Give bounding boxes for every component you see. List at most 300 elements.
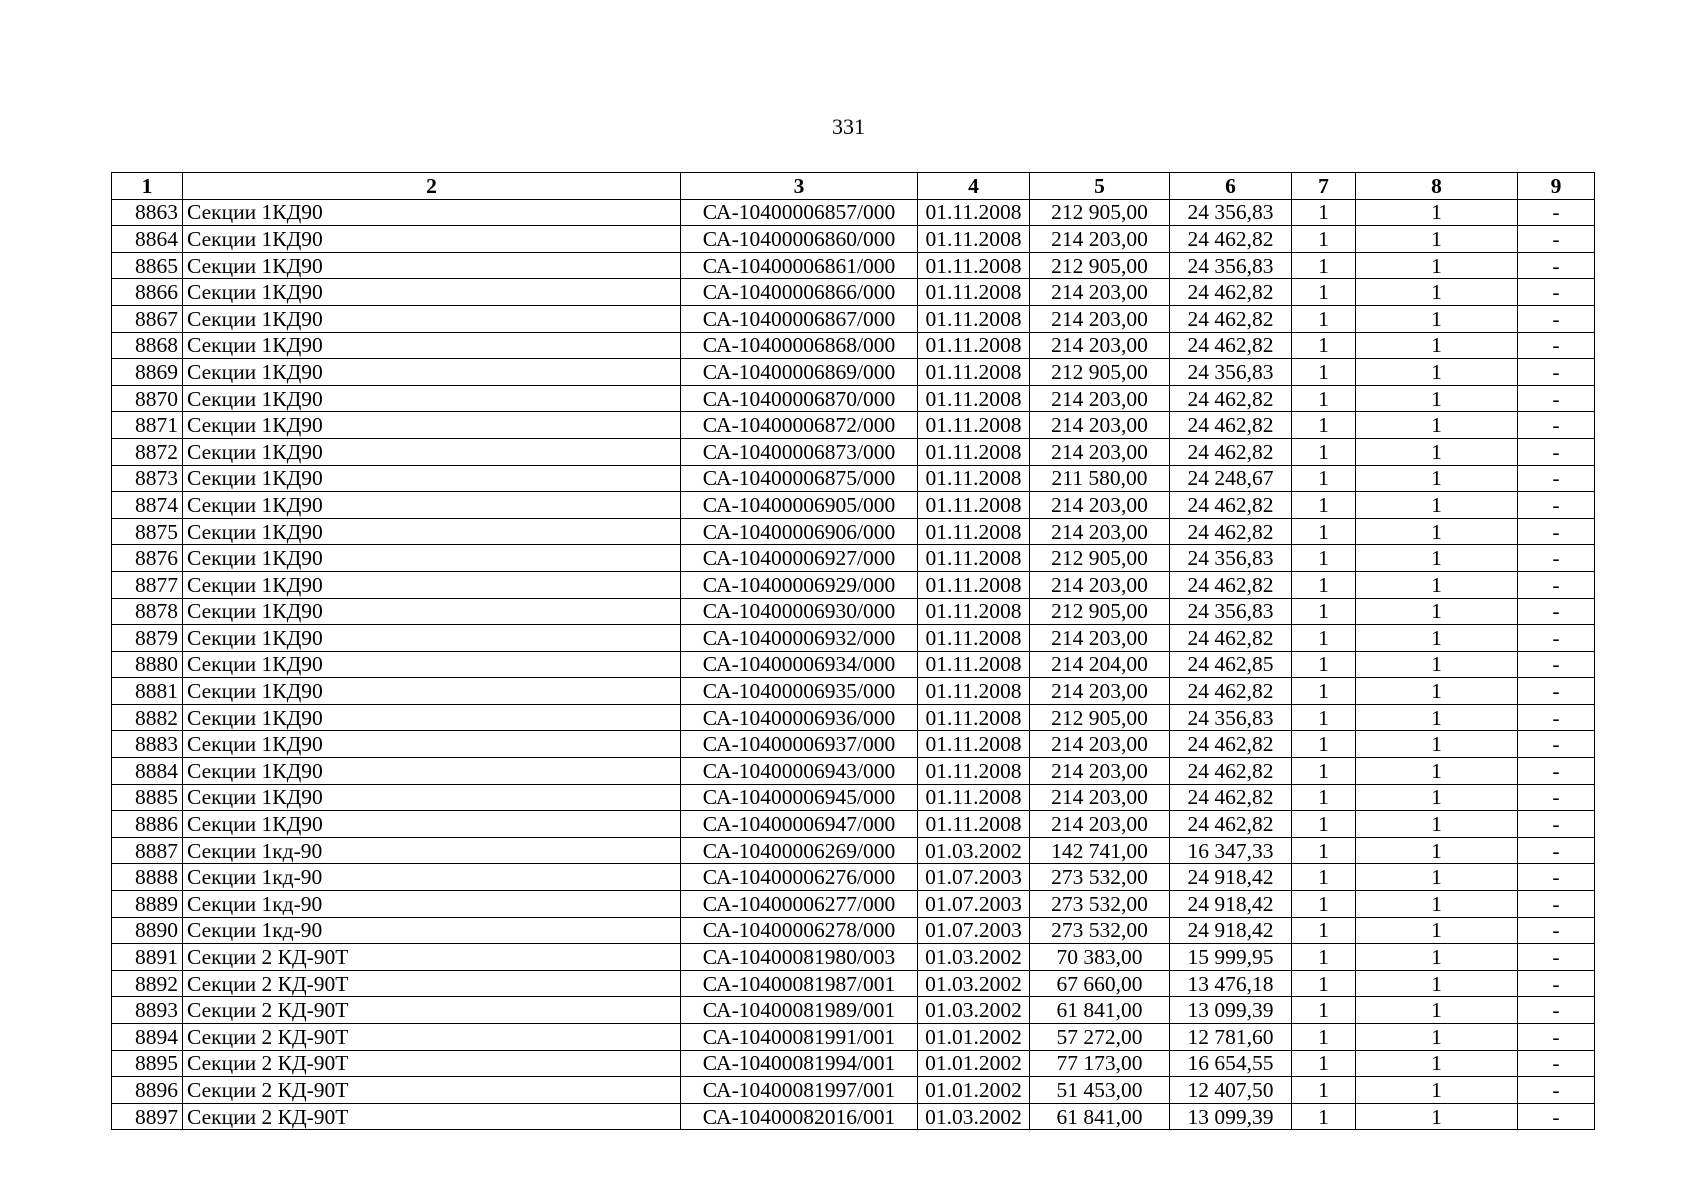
table-row — [112, 944, 1595, 971]
table-cell-col-3: СА-10400006269/000 — [681, 837, 918, 864]
table-cell-col-2: Секции 1КД90 — [183, 279, 681, 306]
table-cell-col-7: 1 — [1292, 1050, 1356, 1077]
table-row — [112, 1050, 1595, 1077]
table-cell-col-8: 1 — [1356, 651, 1518, 678]
table-cell-col-8: 1 — [1356, 279, 1518, 306]
table-cell-col-6: 24 462,82 — [1170, 412, 1292, 439]
table-cell-col-4: 01.11.2008 — [918, 279, 1030, 306]
table-cell-col-9: - — [1518, 279, 1595, 306]
table-cell-col-7: 1 — [1292, 625, 1356, 652]
table-cell-col-8: 1 — [1356, 970, 1518, 997]
table-cell-col-6: 24 462,82 — [1170, 731, 1292, 758]
column-header-5: 5 — [1030, 173, 1170, 200]
column-header-3: 3 — [681, 173, 918, 200]
table-cell-col-6: 24 462,82 — [1170, 518, 1292, 545]
table-cell-col-7: 1 — [1292, 279, 1356, 306]
table-cell-col-2: Секции 1КД90 — [183, 784, 681, 811]
table-row — [112, 864, 1595, 891]
table-cell-col-5: 214 203,00 — [1030, 571, 1170, 598]
table-cell-col-5: 214 203,00 — [1030, 438, 1170, 465]
table-cell-col-4: 01.11.2008 — [918, 438, 1030, 465]
table-cell-col-6: 24 462,82 — [1170, 492, 1292, 519]
table-cell-col-4: 01.01.2002 — [918, 1050, 1030, 1077]
table-cell-col-1: 8880 — [112, 651, 183, 678]
table-cell-col-6: 13 099,39 — [1170, 1103, 1292, 1130]
table-row — [112, 518, 1595, 545]
table-cell-col-1: 8871 — [112, 412, 183, 439]
table-cell-col-4: 01.03.2002 — [918, 997, 1030, 1024]
table-cell-col-2: Секции 1кд-90 — [183, 891, 681, 918]
table-cell-col-7: 1 — [1292, 997, 1356, 1024]
table-cell-col-4: 01.11.2008 — [918, 625, 1030, 652]
table-cell-col-2: Секции 1КД90 — [183, 571, 681, 598]
table-cell-col-1: 8884 — [112, 758, 183, 785]
table-cell-col-1: 8896 — [112, 1077, 183, 1104]
table-cell-col-5: 70 383,00 — [1030, 944, 1170, 971]
table-cell-col-4: 01.11.2008 — [918, 492, 1030, 519]
table-cell-col-1: 8878 — [112, 598, 183, 625]
table-cell-col-4: 01.11.2008 — [918, 252, 1030, 279]
table-cell-col-3: СА-10400006276/000 — [681, 864, 918, 891]
table-cell-col-5: 61 841,00 — [1030, 1103, 1170, 1130]
table-cell-col-6: 24 356,83 — [1170, 598, 1292, 625]
table-cell-col-7: 1 — [1292, 731, 1356, 758]
table-cell-col-7: 1 — [1292, 199, 1356, 226]
table-cell-col-3: СА-10400006945/000 — [681, 784, 918, 811]
table-cell-col-2: Секции 2 КД-90Т — [183, 1103, 681, 1130]
table-cell-col-1: 8867 — [112, 305, 183, 332]
column-header-4: 4 — [918, 173, 1030, 200]
table-cell-col-6: 24 248,67 — [1170, 465, 1292, 492]
table-row — [112, 359, 1595, 386]
table-cell-col-9: - — [1518, 970, 1595, 997]
table-row — [112, 1024, 1595, 1051]
table-cell-col-4: 01.11.2008 — [918, 651, 1030, 678]
table-cell-col-1: 8886 — [112, 811, 183, 838]
table-cell-col-1: 8875 — [112, 518, 183, 545]
table-cell-col-5: 273 532,00 — [1030, 917, 1170, 944]
table-cell-col-9: - — [1518, 359, 1595, 386]
table-cell-col-4: 01.11.2008 — [918, 678, 1030, 705]
table-cell-col-8: 1 — [1356, 412, 1518, 439]
column-header-9: 9 — [1518, 173, 1595, 200]
table-row — [112, 199, 1595, 226]
table-cell-col-7: 1 — [1292, 438, 1356, 465]
table-cell-col-7: 1 — [1292, 412, 1356, 439]
table-cell-col-2: Секции 2 КД-90Т — [183, 944, 681, 971]
table-cell-col-3: СА-10400006869/000 — [681, 359, 918, 386]
table-cell-col-6: 24 462,82 — [1170, 305, 1292, 332]
table-row — [112, 571, 1595, 598]
table-cell-col-7: 1 — [1292, 1103, 1356, 1130]
table-cell-col-8: 1 — [1356, 1024, 1518, 1051]
table-cell-col-6: 12 781,60 — [1170, 1024, 1292, 1051]
table-cell-col-1: 8893 — [112, 997, 183, 1024]
table-cell-col-6: 24 462,82 — [1170, 385, 1292, 412]
table-cell-col-6: 24 918,42 — [1170, 891, 1292, 918]
table-cell-col-8: 1 — [1356, 811, 1518, 838]
table-cell-col-6: 15 999,95 — [1170, 944, 1292, 971]
table-cell-col-8: 1 — [1356, 598, 1518, 625]
table-cell-col-3: СА-10400006861/000 — [681, 252, 918, 279]
table-cell-col-6: 24 462,82 — [1170, 625, 1292, 652]
table-cell-col-9: - — [1518, 492, 1595, 519]
table-cell-col-4: 01.01.2002 — [918, 1077, 1030, 1104]
table-cell-col-2: Секции 2 КД-90Т — [183, 997, 681, 1024]
table-cell-col-4: 01.11.2008 — [918, 811, 1030, 838]
table-cell-col-6: 24 462,82 — [1170, 758, 1292, 785]
table-cell-col-3: СА-10400006937/000 — [681, 731, 918, 758]
table-cell-col-5: 51 453,00 — [1030, 1077, 1170, 1104]
column-header-6: 6 — [1170, 173, 1292, 200]
table-cell-col-5: 214 203,00 — [1030, 279, 1170, 306]
table-cell-col-4: 01.03.2002 — [918, 944, 1030, 971]
table-cell-col-3: СА-10400081997/001 — [681, 1077, 918, 1104]
column-header-1: 1 — [112, 173, 183, 200]
table-cell-col-1: 8885 — [112, 784, 183, 811]
table-cell-col-3: СА-10400006935/000 — [681, 678, 918, 705]
table-row — [112, 970, 1595, 997]
table-cell-col-5: 273 532,00 — [1030, 891, 1170, 918]
table-cell-col-1: 8879 — [112, 625, 183, 652]
table-cell-col-8: 1 — [1356, 332, 1518, 359]
table-row — [112, 465, 1595, 492]
table-cell-col-3: СА-10400006867/000 — [681, 305, 918, 332]
table-cell-col-3: СА-10400081989/001 — [681, 997, 918, 1024]
table-cell-col-9: - — [1518, 891, 1595, 918]
table-cell-col-9: - — [1518, 784, 1595, 811]
table-cell-col-9: - — [1518, 252, 1595, 279]
table-cell-col-5: 211 580,00 — [1030, 465, 1170, 492]
table-cell-col-5: 142 741,00 — [1030, 837, 1170, 864]
table-cell-col-6: 24 356,83 — [1170, 545, 1292, 572]
table-cell-col-7: 1 — [1292, 465, 1356, 492]
table-cell-col-3: СА-10400082016/001 — [681, 1103, 918, 1130]
table-cell-col-6: 24 462,82 — [1170, 438, 1292, 465]
table-cell-col-3: СА-10400006930/000 — [681, 598, 918, 625]
table-cell-col-7: 1 — [1292, 385, 1356, 412]
table-cell-col-6: 24 462,82 — [1170, 571, 1292, 598]
table-cell-col-9: - — [1518, 1103, 1595, 1130]
table-cell-col-8: 1 — [1356, 492, 1518, 519]
table-cell-col-4: 01.11.2008 — [918, 332, 1030, 359]
table-cell-col-9: - — [1518, 438, 1595, 465]
table-cell-col-3: СА-10400006870/000 — [681, 385, 918, 412]
table-cell-col-4: 01.03.2002 — [918, 1103, 1030, 1130]
header-row — [112, 173, 1595, 200]
table-row — [112, 545, 1595, 572]
table-cell-col-9: - — [1518, 1024, 1595, 1051]
table-row — [112, 891, 1595, 918]
data-table — [111, 172, 1595, 1130]
table-cell-col-9: - — [1518, 678, 1595, 705]
table-cell-col-9: - — [1518, 731, 1595, 758]
table-cell-col-6: 16 347,33 — [1170, 837, 1292, 864]
table-cell-col-4: 01.11.2008 — [918, 598, 1030, 625]
table-cell-col-1: 8891 — [112, 944, 183, 971]
table-cell-col-8: 1 — [1356, 305, 1518, 332]
table-body — [112, 199, 1595, 1130]
table-cell-col-9: - — [1518, 332, 1595, 359]
table-cell-col-4: 01.11.2008 — [918, 385, 1030, 412]
table-cell-col-2: Секции 2 КД-90Т — [183, 1077, 681, 1104]
table-cell-col-3: СА-10400006929/000 — [681, 571, 918, 598]
table-row — [112, 412, 1595, 439]
table-cell-col-5: 212 905,00 — [1030, 359, 1170, 386]
table-cell-col-9: - — [1518, 997, 1595, 1024]
table-cell-col-2: Секции 1КД90 — [183, 412, 681, 439]
table-cell-col-8: 1 — [1356, 731, 1518, 758]
table-row — [112, 492, 1595, 519]
table-cell-col-8: 1 — [1356, 199, 1518, 226]
table-cell-col-7: 1 — [1292, 811, 1356, 838]
table-row — [112, 811, 1595, 838]
table-row — [112, 731, 1595, 758]
table-cell-col-4: 01.11.2008 — [918, 545, 1030, 572]
table-cell-col-9: - — [1518, 837, 1595, 864]
table-cell-col-7: 1 — [1292, 970, 1356, 997]
table-cell-col-2: Секции 1КД90 — [183, 199, 681, 226]
table-cell-col-8: 1 — [1356, 1103, 1518, 1130]
table-cell-col-7: 1 — [1292, 891, 1356, 918]
table-cell-col-5: 214 203,00 — [1030, 226, 1170, 253]
table-cell-col-9: - — [1518, 917, 1595, 944]
table-cell-col-6: 24 356,83 — [1170, 359, 1292, 386]
table-row — [112, 279, 1595, 306]
table-cell-col-3: СА-10400081987/001 — [681, 970, 918, 997]
table-cell-col-2: Секции 1КД90 — [183, 465, 681, 492]
table-cell-col-3: СА-10400006943/000 — [681, 758, 918, 785]
table-cell-col-6: 24 918,42 — [1170, 864, 1292, 891]
table-cell-col-8: 1 — [1356, 837, 1518, 864]
table-cell-col-3: СА-10400006868/000 — [681, 332, 918, 359]
table-cell-col-7: 1 — [1292, 332, 1356, 359]
table-cell-col-6: 16 654,55 — [1170, 1050, 1292, 1077]
table-cell-col-4: 01.11.2008 — [918, 571, 1030, 598]
table-cell-col-8: 1 — [1356, 997, 1518, 1024]
table-header — [112, 173, 1595, 200]
table-cell-col-3: СА-10400006947/000 — [681, 811, 918, 838]
table-cell-col-5: 214 203,00 — [1030, 332, 1170, 359]
table-cell-col-9: - — [1518, 651, 1595, 678]
table-cell-col-8: 1 — [1356, 465, 1518, 492]
table-cell-col-1: 8895 — [112, 1050, 183, 1077]
table-cell-col-9: - — [1518, 758, 1595, 785]
table-cell-col-2: Секции 1КД90 — [183, 385, 681, 412]
table-cell-col-9: - — [1518, 412, 1595, 439]
table-cell-col-8: 1 — [1356, 252, 1518, 279]
table-row — [112, 1077, 1595, 1104]
table-cell-col-3: СА-10400006936/000 — [681, 704, 918, 731]
table-cell-col-9: - — [1518, 518, 1595, 545]
table-cell-col-3: СА-10400006934/000 — [681, 651, 918, 678]
table-cell-col-8: 1 — [1356, 1050, 1518, 1077]
table-cell-col-6: 24 356,83 — [1170, 704, 1292, 731]
table-cell-col-7: 1 — [1292, 226, 1356, 253]
table-cell-col-7: 1 — [1292, 678, 1356, 705]
table-cell-col-4: 01.11.2008 — [918, 305, 1030, 332]
table-cell-col-1: 8876 — [112, 545, 183, 572]
table-cell-col-5: 214 203,00 — [1030, 625, 1170, 652]
table-cell-col-5: 214 203,00 — [1030, 731, 1170, 758]
table-cell-col-1: 8877 — [112, 571, 183, 598]
table-row — [112, 598, 1595, 625]
table-cell-col-3: СА-10400006872/000 — [681, 412, 918, 439]
table-cell-col-7: 1 — [1292, 518, 1356, 545]
table-cell-col-2: Секции 2 КД-90Т — [183, 1050, 681, 1077]
table-cell-col-8: 1 — [1356, 891, 1518, 918]
table-cell-col-4: 01.11.2008 — [918, 704, 1030, 731]
table-cell-col-6: 24 462,82 — [1170, 678, 1292, 705]
table-cell-col-9: - — [1518, 385, 1595, 412]
table-cell-col-6: 13 476,18 — [1170, 970, 1292, 997]
table-cell-col-7: 1 — [1292, 758, 1356, 785]
table-cell-col-8: 1 — [1356, 864, 1518, 891]
table-cell-col-3: СА-10400006278/000 — [681, 917, 918, 944]
table-cell-col-4: 01.11.2008 — [918, 226, 1030, 253]
table-cell-col-1: 8894 — [112, 1024, 183, 1051]
table-cell-col-1: 8881 — [112, 678, 183, 705]
table-cell-col-4: 01.07.2003 — [918, 864, 1030, 891]
table-cell-col-5: 273 532,00 — [1030, 864, 1170, 891]
table-cell-col-6: 24 462,82 — [1170, 332, 1292, 359]
table-cell-col-1: 8873 — [112, 465, 183, 492]
table-cell-col-9: - — [1518, 704, 1595, 731]
table-cell-col-7: 1 — [1292, 917, 1356, 944]
table-cell-col-3: СА-10400081991/001 — [681, 1024, 918, 1051]
table-cell-col-3: СА-10400006905/000 — [681, 492, 918, 519]
table-cell-col-5: 214 203,00 — [1030, 492, 1170, 519]
column-header-8: 8 — [1356, 173, 1518, 200]
table-cell-col-5: 77 173,00 — [1030, 1050, 1170, 1077]
table-row — [112, 704, 1595, 731]
table-cell-col-9: - — [1518, 571, 1595, 598]
table-cell-col-6: 24 918,42 — [1170, 917, 1292, 944]
table-cell-col-3: СА-10400006277/000 — [681, 891, 918, 918]
table-cell-col-4: 01.07.2003 — [918, 917, 1030, 944]
table-cell-col-8: 1 — [1356, 438, 1518, 465]
table-cell-col-8: 1 — [1356, 545, 1518, 572]
table-cell-col-5: 212 905,00 — [1030, 252, 1170, 279]
table-cell-col-5: 212 905,00 — [1030, 598, 1170, 625]
table-cell-col-3: СА-10400006873/000 — [681, 438, 918, 465]
table-cell-col-6: 24 462,85 — [1170, 651, 1292, 678]
table-cell-col-8: 1 — [1356, 784, 1518, 811]
table-cell-col-4: 01.03.2002 — [918, 837, 1030, 864]
table-cell-col-7: 1 — [1292, 1024, 1356, 1051]
table-cell-col-4: 01.07.2003 — [918, 891, 1030, 918]
table-row — [112, 1103, 1595, 1130]
table-cell-col-1: 8888 — [112, 864, 183, 891]
table-cell-col-3: СА-10400006857/000 — [681, 199, 918, 226]
table-cell-col-9: - — [1518, 1050, 1595, 1077]
table-cell-col-2: Секции 1КД90 — [183, 305, 681, 332]
column-header-7: 7 — [1292, 173, 1356, 200]
table-cell-col-2: Секции 1КД90 — [183, 651, 681, 678]
table-cell-col-7: 1 — [1292, 492, 1356, 519]
table-cell-col-1: 8869 — [112, 359, 183, 386]
table-cell-col-7: 1 — [1292, 784, 1356, 811]
table-cell-col-5: 214 203,00 — [1030, 678, 1170, 705]
table-cell-col-5: 214 203,00 — [1030, 784, 1170, 811]
table-cell-col-5: 57 272,00 — [1030, 1024, 1170, 1051]
page-number: 331 — [832, 114, 865, 139]
table-cell-col-9: - — [1518, 1077, 1595, 1104]
table-cell-col-8: 1 — [1356, 758, 1518, 785]
table-cell-col-6: 13 099,39 — [1170, 997, 1292, 1024]
table-cell-col-7: 1 — [1292, 252, 1356, 279]
table-row — [112, 917, 1595, 944]
table-cell-col-4: 01.11.2008 — [918, 784, 1030, 811]
table-row — [112, 438, 1595, 465]
table-cell-col-1: 8883 — [112, 731, 183, 758]
table-cell-col-2: Секции 1КД90 — [183, 252, 681, 279]
table-cell-col-2: Секции 2 КД-90Т — [183, 1024, 681, 1051]
table-cell-col-3: СА-10400006906/000 — [681, 518, 918, 545]
table-cell-col-2: Секции 1КД90 — [183, 811, 681, 838]
table-cell-col-4: 01.01.2002 — [918, 1024, 1030, 1051]
table-cell-col-8: 1 — [1356, 1077, 1518, 1104]
table-cell-col-5: 214 204,00 — [1030, 651, 1170, 678]
table-cell-col-7: 1 — [1292, 598, 1356, 625]
table-row — [112, 651, 1595, 678]
table-cell-col-9: - — [1518, 199, 1595, 226]
table-cell-col-2: Секции 1КД90 — [183, 704, 681, 731]
table-cell-col-7: 1 — [1292, 651, 1356, 678]
table-row — [112, 678, 1595, 705]
table-cell-col-3: СА-10400006866/000 — [681, 279, 918, 306]
table-cell-col-2: Секции 1КД90 — [183, 226, 681, 253]
table-cell-col-1: 8866 — [112, 279, 183, 306]
table-cell-col-5: 214 203,00 — [1030, 758, 1170, 785]
table-cell-col-4: 01.11.2008 — [918, 731, 1030, 758]
table-cell-col-8: 1 — [1356, 385, 1518, 412]
table-cell-col-7: 1 — [1292, 571, 1356, 598]
table-cell-col-1: 8868 — [112, 332, 183, 359]
table-cell-col-2: Секции 1КД90 — [183, 731, 681, 758]
table-row — [112, 625, 1595, 652]
table-cell-col-7: 1 — [1292, 837, 1356, 864]
table-row — [112, 332, 1595, 359]
table-row — [112, 784, 1595, 811]
table-cell-col-6: 24 356,83 — [1170, 199, 1292, 226]
table-cell-col-6: 12 407,50 — [1170, 1077, 1292, 1104]
table-cell-col-3: СА-10400006927/000 — [681, 545, 918, 572]
table-cell-col-7: 1 — [1292, 864, 1356, 891]
table-cell-col-3: СА-10400006932/000 — [681, 625, 918, 652]
table-cell-col-4: 01.11.2008 — [918, 758, 1030, 785]
table-cell-col-1: 8887 — [112, 837, 183, 864]
table-cell-col-2: Секции 1кд-90 — [183, 917, 681, 944]
table-cell-col-4: 01.11.2008 — [918, 199, 1030, 226]
table-cell-col-5: 67 660,00 — [1030, 970, 1170, 997]
table-cell-col-5: 212 905,00 — [1030, 545, 1170, 572]
table-cell-col-2: Секции 1КД90 — [183, 438, 681, 465]
table-row — [112, 252, 1595, 279]
table-cell-col-2: Секции 1кд-90 — [183, 837, 681, 864]
table-cell-col-4: 01.11.2008 — [918, 518, 1030, 545]
table-cell-col-3: СА-10400006875/000 — [681, 465, 918, 492]
table-cell-col-7: 1 — [1292, 305, 1356, 332]
table-cell-col-1: 8870 — [112, 385, 183, 412]
table-cell-col-3: СА-10400006860/000 — [681, 226, 918, 253]
column-header-2: 2 — [183, 173, 681, 200]
table-row — [112, 758, 1595, 785]
table-cell-col-9: - — [1518, 944, 1595, 971]
table-cell-col-7: 1 — [1292, 359, 1356, 386]
table-cell-col-4: 01.03.2002 — [918, 970, 1030, 997]
table-cell-col-5: 212 905,00 — [1030, 704, 1170, 731]
